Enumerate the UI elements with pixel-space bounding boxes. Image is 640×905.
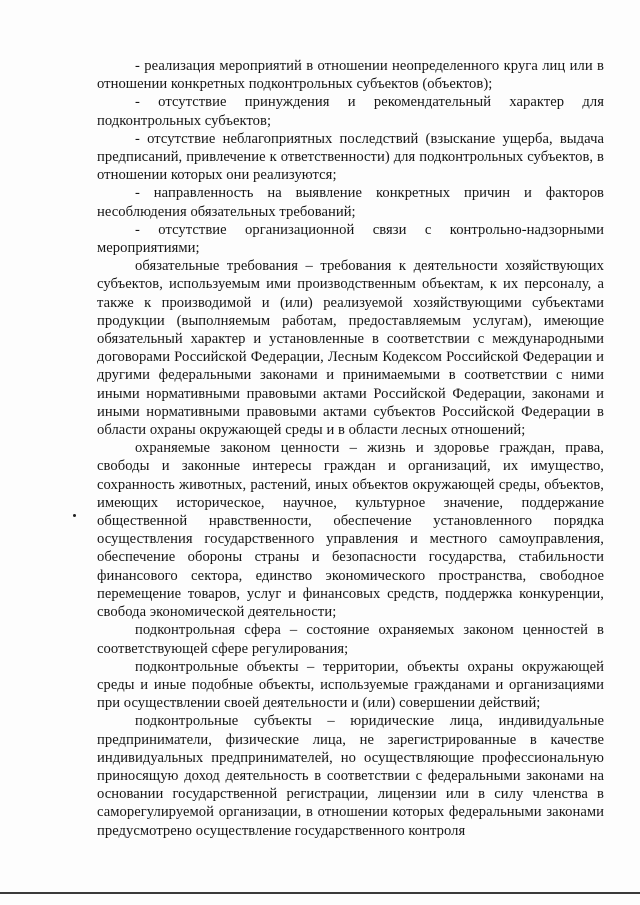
scan-bottom-edge — [0, 892, 640, 894]
paragraph-8: подконтрольная сфера – состояние охраняемых законом ценностей в соответствующей сфере регулирования; — [97, 622, 604, 657]
paragraph-7: охраняемые законом ценности – жизнь и здоровье граждан, права, свободы и законные интересы граждан и организаций, их имущество, сохранность животных, растений, иных объектов окружающей среды, объектов, имеющих историческое, научное, культурное значение, поддержание общественной нравственности, обеспечение установленного порядка осуществления государственного управления и местного самоуправления, обеспечение обороны страны и безопасности государства, стабильности финансового сектора, единство экономического пространства, свободное перемещение товаров, услуг и финансовых средств, поддержка конкуренции, свобода экономической деятельности; — [97, 440, 604, 621]
paragraph-10: подконтрольные субъекты – юридические лица, индивидуальные предприниматели, физические лица, не зарегистрированные в качестве индивидуальных предпринимателей, но осуществляющие профессиональную приносящую доход деятельность в соответствии с федеральными законами на основании государственной регистрации, лицензии или в силу членства в саморегулируемой организации, в отношении которых федеральными законами предусмотрено осуществление государственного контроля — [97, 713, 604, 839]
paragraph-9: подконтрольные объекты – территории, объекты охраны окружающей среды и иные подобные объекты, используемые гражданами и организациями при осуществлении своей деятельности и (или) совершении действий; — [97, 658, 604, 712]
paragraph-3: - отсутствие неблагоприятных последствий (взыскание ущерба, выдача предписаний, привлечение к ответственности) для подконтрольных субъектов, в отношении которых они реализуются; — [97, 130, 604, 184]
body-text — [97, 57, 604, 840]
paragraph-6: обязательные требования – требования к деятельности хозяйствующих субъектов, используемым ими производственным объектам, к их персоналу, а также к производимой и (или) реализуемой хозяйствующими субъектами продукции (выполняемым работам, предоставляемым услугам), имеющие обязательный характер и установленные в соответствии с международными договорами Российской Федерации, Лесным Кодексом Российской Федерации и другими федеральными законами и принимаемыми в соответствии с ними иными нормативными правовыми актами Российской Федерации, законами и иными нормативными правовыми актами субъектов Российской Федерации в области охраны окружающей среды и в области лесных отношений; — [97, 258, 604, 439]
paragraph-2: - отсутствие принуждения и рекомендательный характер для подконтрольных субъектов; — [97, 94, 604, 129]
scan-dot-mark — [73, 514, 76, 517]
paragraph-5: - отсутствие организационной связи с контрольно-надзорными мероприятиями; — [97, 221, 604, 257]
paragraph-4: - направленность на выявление конкретных причин и факторов несоблюдения обязательных требований; — [97, 185, 604, 220]
paragraph-1: - реализация мероприятий в отношении неопределенного круга лиц или в отношении конкретных подконтрольных субъектов (объектов); — [97, 58, 604, 93]
